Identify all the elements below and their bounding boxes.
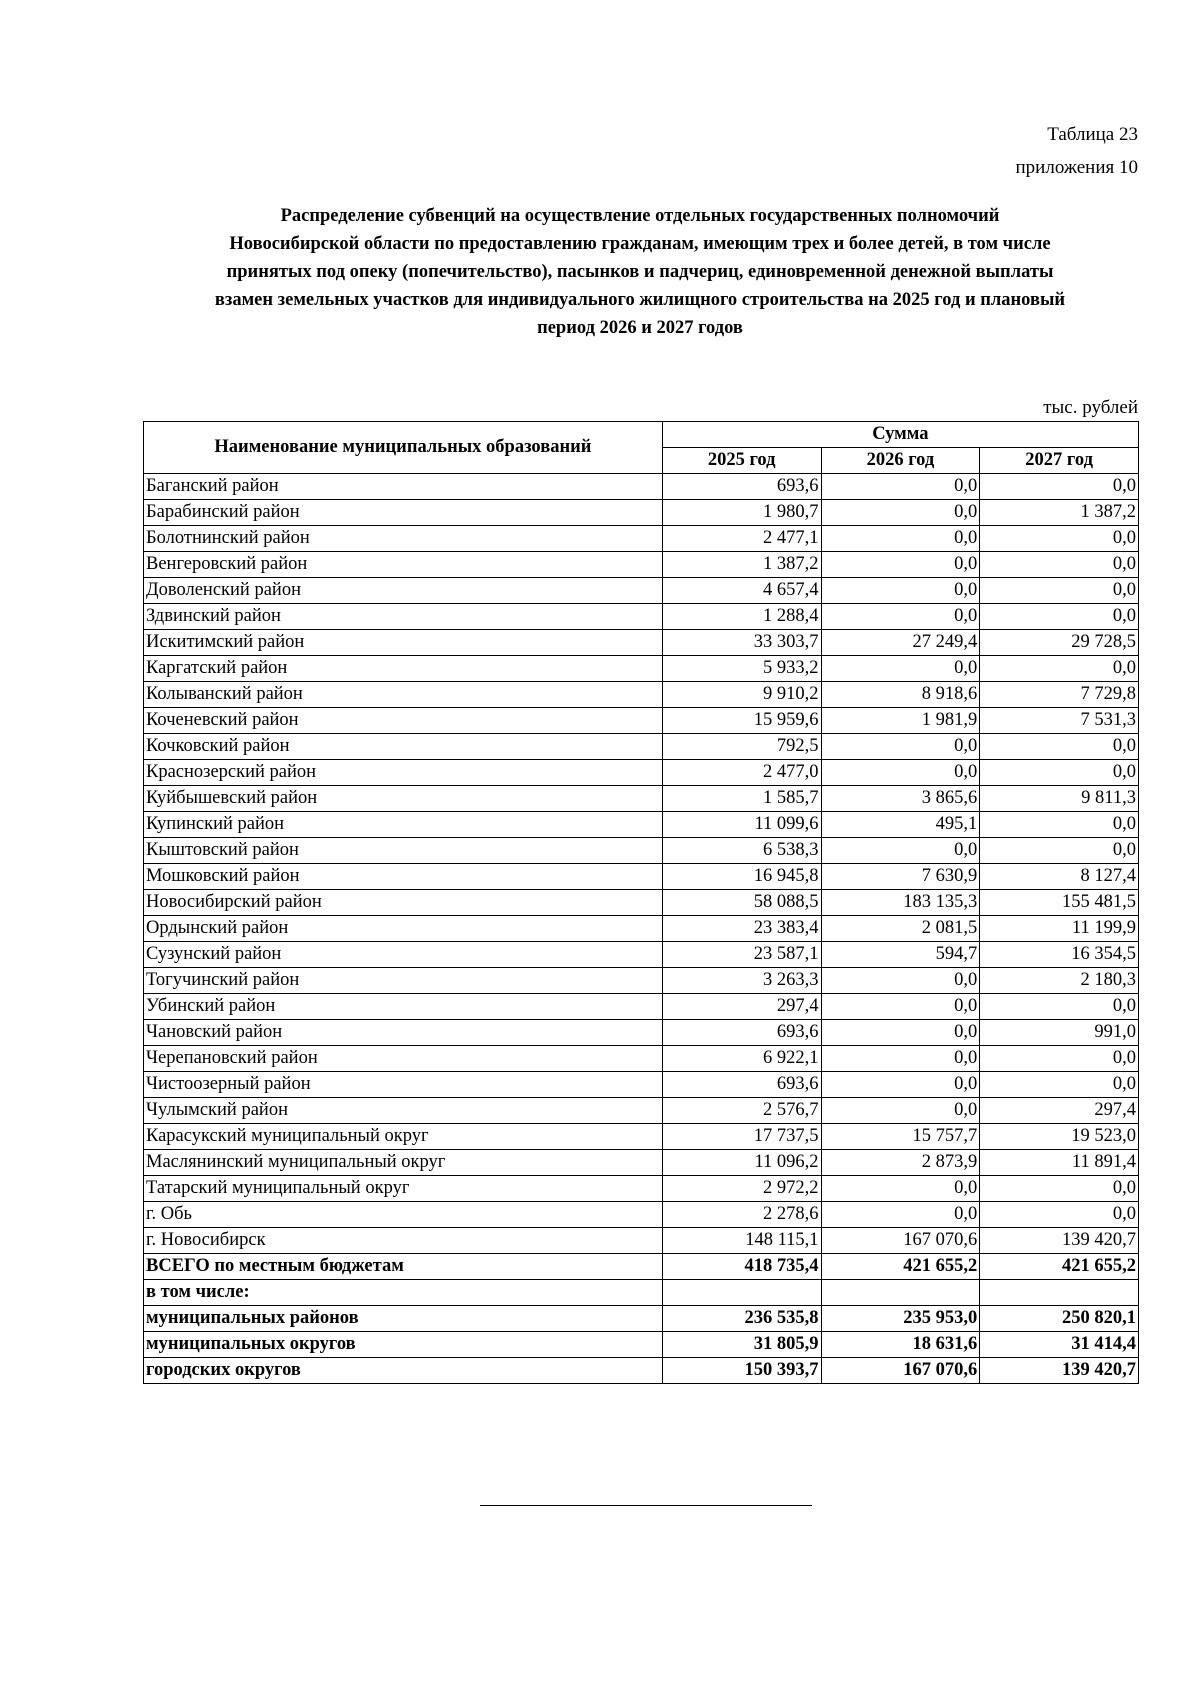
total-row bbox=[144, 1280, 1139, 1306]
municipality-name: Баганский район bbox=[144, 474, 663, 500]
value-2026: 0,0 bbox=[821, 604, 980, 630]
table-number: Таблица 23 bbox=[1047, 124, 1138, 145]
value-2027: 29 728,5 bbox=[980, 630, 1139, 656]
title-line: период 2026 и 2027 годов bbox=[537, 318, 743, 338]
value-2027 bbox=[980, 1280, 1139, 1306]
municipality-name: Краснозерский район bbox=[144, 760, 663, 786]
total-row bbox=[144, 1254, 1139, 1280]
municipality-name: Маслянинский муниципальный округ bbox=[144, 1150, 663, 1176]
municipality-name: Мошковский район bbox=[144, 864, 663, 890]
value-2026: 0,0 bbox=[821, 734, 980, 760]
value-2025: 9 910,2 bbox=[662, 682, 821, 708]
value-2025: 3 263,3 bbox=[662, 968, 821, 994]
value-2027: 0,0 bbox=[980, 1046, 1139, 1072]
value-2025: 58 088,5 bbox=[662, 890, 821, 916]
value-2025: 2 278,6 bbox=[662, 1202, 821, 1228]
table-row bbox=[144, 994, 1139, 1020]
municipality-name: Доволенский район bbox=[144, 578, 663, 604]
value-2025: 297,4 bbox=[662, 994, 821, 1020]
municipality-name: Чистоозерный район bbox=[144, 1072, 663, 1098]
column-header-2027: 2027 год bbox=[980, 448, 1139, 474]
table-row bbox=[144, 1150, 1139, 1176]
value-2026: 15 757,7 bbox=[821, 1124, 980, 1150]
table-row bbox=[144, 968, 1139, 994]
value-2027: 0,0 bbox=[980, 760, 1139, 786]
municipality-name: городских округов bbox=[144, 1358, 663, 1384]
total-row bbox=[144, 1306, 1139, 1332]
value-2025: 236 535,8 bbox=[662, 1306, 821, 1332]
table-row bbox=[144, 1202, 1139, 1228]
value-2026: 0,0 bbox=[821, 1046, 980, 1072]
value-2027: 2 180,3 bbox=[980, 968, 1139, 994]
value-2025: 6 538,3 bbox=[662, 838, 821, 864]
value-2027: 8 127,4 bbox=[980, 864, 1139, 890]
value-2027: 0,0 bbox=[980, 474, 1139, 500]
value-2026: 0,0 bbox=[821, 578, 980, 604]
value-2027: 0,0 bbox=[980, 604, 1139, 630]
value-2025 bbox=[662, 1280, 821, 1306]
title-line: Распределение субвенций на осуществление отдельных государственных полномочий bbox=[280, 206, 1000, 226]
value-2026: 27 249,4 bbox=[821, 630, 980, 656]
value-2026: 183 135,3 bbox=[821, 890, 980, 916]
value-2026: 0,0 bbox=[821, 656, 980, 682]
municipality-name: Болотнинский район bbox=[144, 526, 663, 552]
value-2025: 16 945,8 bbox=[662, 864, 821, 890]
value-2025: 693,6 bbox=[662, 474, 821, 500]
municipality-name: Новосибирский район bbox=[144, 890, 663, 916]
value-2026: 167 070,6 bbox=[821, 1358, 980, 1384]
value-2027: 0,0 bbox=[980, 838, 1139, 864]
value-2025: 693,6 bbox=[662, 1020, 821, 1046]
value-2025: 17 737,5 bbox=[662, 1124, 821, 1150]
table-row bbox=[144, 656, 1139, 682]
municipality-name: Коченевский район bbox=[144, 708, 663, 734]
municipality-name: Колыванский район bbox=[144, 682, 663, 708]
value-2026: 8 918,6 bbox=[821, 682, 980, 708]
municipality-name: Черепановский район bbox=[144, 1046, 663, 1072]
municipality-name: Чулымский район bbox=[144, 1098, 663, 1124]
table-row bbox=[144, 916, 1139, 942]
value-2025: 792,5 bbox=[662, 734, 821, 760]
municipality-name: Карасукский муниципальный округ bbox=[144, 1124, 663, 1150]
end-divider bbox=[480, 1505, 812, 1506]
value-2025: 2 576,7 bbox=[662, 1098, 821, 1124]
table-row bbox=[144, 500, 1139, 526]
table-row bbox=[144, 526, 1139, 552]
value-2026: 0,0 bbox=[821, 1176, 980, 1202]
value-2025: 1 387,2 bbox=[662, 552, 821, 578]
value-2026: 421 655,2 bbox=[821, 1254, 980, 1280]
value-2027: 297,4 bbox=[980, 1098, 1139, 1124]
value-2027: 11 199,9 bbox=[980, 916, 1139, 942]
value-2026: 0,0 bbox=[821, 552, 980, 578]
column-header-2025: 2025 год bbox=[662, 448, 821, 474]
value-2027: 0,0 bbox=[980, 578, 1139, 604]
municipality-name: в том числе: bbox=[144, 1280, 663, 1306]
value-2025: 15 959,6 bbox=[662, 708, 821, 734]
value-2026: 2 081,5 bbox=[821, 916, 980, 942]
column-header-sum: Сумма bbox=[662, 422, 1138, 448]
value-2026: 0,0 bbox=[821, 1072, 980, 1098]
column-header-name: Наименование муниципальных образований bbox=[144, 422, 663, 474]
appendix-number: приложения 10 bbox=[1015, 157, 1138, 178]
table-row bbox=[144, 786, 1139, 812]
title-line: принятых под опеку (попечительство), пасынков и падчериц, единовременной денежной выплаты bbox=[226, 262, 1054, 282]
value-2026: 495,1 bbox=[821, 812, 980, 838]
table-row bbox=[144, 474, 1139, 500]
value-2027: 19 523,0 bbox=[980, 1124, 1139, 1150]
value-2027: 155 481,5 bbox=[980, 890, 1139, 916]
table-row bbox=[144, 578, 1139, 604]
total-row bbox=[144, 1332, 1139, 1358]
table-row bbox=[144, 838, 1139, 864]
value-2027: 0,0 bbox=[980, 1202, 1139, 1228]
municipality-name: Искитимский район bbox=[144, 630, 663, 656]
value-2025: 418 735,4 bbox=[662, 1254, 821, 1280]
value-2026: 0,0 bbox=[821, 968, 980, 994]
value-2026: 0,0 bbox=[821, 1020, 980, 1046]
value-2025: 23 587,1 bbox=[662, 942, 821, 968]
value-2026: 594,7 bbox=[821, 942, 980, 968]
table-reference bbox=[1016, 118, 1138, 184]
table-row bbox=[144, 604, 1139, 630]
municipality-name: Куйбышевский район bbox=[144, 786, 663, 812]
value-2027: 0,0 bbox=[980, 656, 1139, 682]
value-2026: 1 981,9 bbox=[821, 708, 980, 734]
total-row bbox=[144, 1358, 1139, 1384]
municipality-name: Тогучинский район bbox=[144, 968, 663, 994]
municipality-name: Кыштовский район bbox=[144, 838, 663, 864]
table-row bbox=[144, 1098, 1139, 1124]
value-2025: 5 933,2 bbox=[662, 656, 821, 682]
municipality-name: ВСЕГО по местным бюджетам bbox=[144, 1254, 663, 1280]
municipality-name: Чановский район bbox=[144, 1020, 663, 1046]
table-row bbox=[144, 1228, 1139, 1254]
value-2026: 0,0 bbox=[821, 838, 980, 864]
value-2026: 0,0 bbox=[821, 994, 980, 1020]
value-2027: 0,0 bbox=[980, 734, 1139, 760]
value-2025: 1 288,4 bbox=[662, 604, 821, 630]
value-2026: 2 873,9 bbox=[821, 1150, 980, 1176]
value-2027: 0,0 bbox=[980, 994, 1139, 1020]
value-2027: 0,0 bbox=[980, 1176, 1139, 1202]
value-2027: 1 387,2 bbox=[980, 500, 1139, 526]
municipality-name: Каргатский район bbox=[144, 656, 663, 682]
municipality-name: г. Новосибирск bbox=[144, 1228, 663, 1254]
value-2025: 11 096,2 bbox=[662, 1150, 821, 1176]
value-2027: 139 420,7 bbox=[980, 1228, 1139, 1254]
table-row bbox=[144, 1176, 1139, 1202]
value-2026: 0,0 bbox=[821, 1202, 980, 1228]
municipality-name: муниципальных районов bbox=[144, 1306, 663, 1332]
value-2025: 6 922,1 bbox=[662, 1046, 821, 1072]
value-2026: 0,0 bbox=[821, 500, 980, 526]
table-body bbox=[144, 474, 1139, 1384]
title-line: взамен земельных участков для индивидуального жилищного строительства на 2025 год и плановый bbox=[214, 290, 1066, 310]
value-2025: 31 805,9 bbox=[662, 1332, 821, 1358]
value-2026: 0,0 bbox=[821, 526, 980, 552]
value-2025: 4 657,4 bbox=[662, 578, 821, 604]
value-2026: 0,0 bbox=[821, 474, 980, 500]
value-2026 bbox=[821, 1280, 980, 1306]
table-row bbox=[144, 1020, 1139, 1046]
value-2025: 23 383,4 bbox=[662, 916, 821, 942]
municipality-name: г. Обь bbox=[144, 1202, 663, 1228]
document-title bbox=[140, 202, 1140, 342]
value-2027: 16 354,5 bbox=[980, 942, 1139, 968]
value-2027: 0,0 bbox=[980, 552, 1139, 578]
units-label: тыс. рублей bbox=[1043, 397, 1138, 418]
value-2025: 11 099,6 bbox=[662, 812, 821, 838]
value-2027: 0,0 bbox=[980, 526, 1139, 552]
table-row bbox=[144, 812, 1139, 838]
value-2026: 3 865,6 bbox=[821, 786, 980, 812]
municipality-name: Кочковский район bbox=[144, 734, 663, 760]
table-row bbox=[144, 760, 1139, 786]
value-2026: 7 630,9 bbox=[821, 864, 980, 890]
table-row bbox=[144, 682, 1139, 708]
table-row bbox=[144, 630, 1139, 656]
subvention-table bbox=[143, 421, 1139, 1384]
value-2026: 0,0 bbox=[821, 760, 980, 786]
value-2026: 0,0 bbox=[821, 1098, 980, 1124]
value-2025: 1 585,7 bbox=[662, 786, 821, 812]
municipality-name: Купинский район bbox=[144, 812, 663, 838]
municipality-name: Убинский район bbox=[144, 994, 663, 1020]
value-2027: 31 414,4 bbox=[980, 1332, 1139, 1358]
municipality-name: Сузунский район bbox=[144, 942, 663, 968]
value-2025: 2 972,2 bbox=[662, 1176, 821, 1202]
title-line: Новосибирской области по предоставлению гражданам, имеющим трех и более детей, в том числе bbox=[229, 234, 1051, 254]
value-2027: 0,0 bbox=[980, 812, 1139, 838]
value-2027: 11 891,4 bbox=[980, 1150, 1139, 1176]
value-2027: 250 820,1 bbox=[980, 1306, 1139, 1332]
table-row bbox=[144, 1046, 1139, 1072]
table-row bbox=[144, 734, 1139, 760]
value-2025: 1 980,7 bbox=[662, 500, 821, 526]
municipality-name: муниципальных округов bbox=[144, 1332, 663, 1358]
value-2027: 139 420,7 bbox=[980, 1358, 1139, 1384]
table-row bbox=[144, 1124, 1139, 1150]
value-2027: 7 531,3 bbox=[980, 708, 1139, 734]
value-2027: 0,0 bbox=[980, 1072, 1139, 1098]
value-2025: 150 393,7 bbox=[662, 1358, 821, 1384]
value-2027: 991,0 bbox=[980, 1020, 1139, 1046]
value-2025: 2 477,0 bbox=[662, 760, 821, 786]
municipality-name: Венгеровский район bbox=[144, 552, 663, 578]
value-2026: 167 070,6 bbox=[821, 1228, 980, 1254]
municipality-name: Ордынский район bbox=[144, 916, 663, 942]
table-row bbox=[144, 708, 1139, 734]
value-2026: 235 953,0 bbox=[821, 1306, 980, 1332]
table-row bbox=[144, 864, 1139, 890]
table-row bbox=[144, 890, 1139, 916]
value-2025: 148 115,1 bbox=[662, 1228, 821, 1254]
value-2026: 18 631,6 bbox=[821, 1332, 980, 1358]
value-2025: 33 303,7 bbox=[662, 630, 821, 656]
value-2025: 693,6 bbox=[662, 1072, 821, 1098]
table-row bbox=[144, 1072, 1139, 1098]
value-2027: 421 655,2 bbox=[980, 1254, 1139, 1280]
municipality-name: Барабинский район bbox=[144, 500, 663, 526]
municipality-name: Татарский муниципальный округ bbox=[144, 1176, 663, 1202]
table-row bbox=[144, 942, 1139, 968]
value-2025: 2 477,1 bbox=[662, 526, 821, 552]
municipality-name: Здвинский район bbox=[144, 604, 663, 630]
value-2027: 9 811,3 bbox=[980, 786, 1139, 812]
table-row bbox=[144, 552, 1139, 578]
column-header-2026: 2026 год bbox=[821, 448, 980, 474]
value-2027: 7 729,8 bbox=[980, 682, 1139, 708]
